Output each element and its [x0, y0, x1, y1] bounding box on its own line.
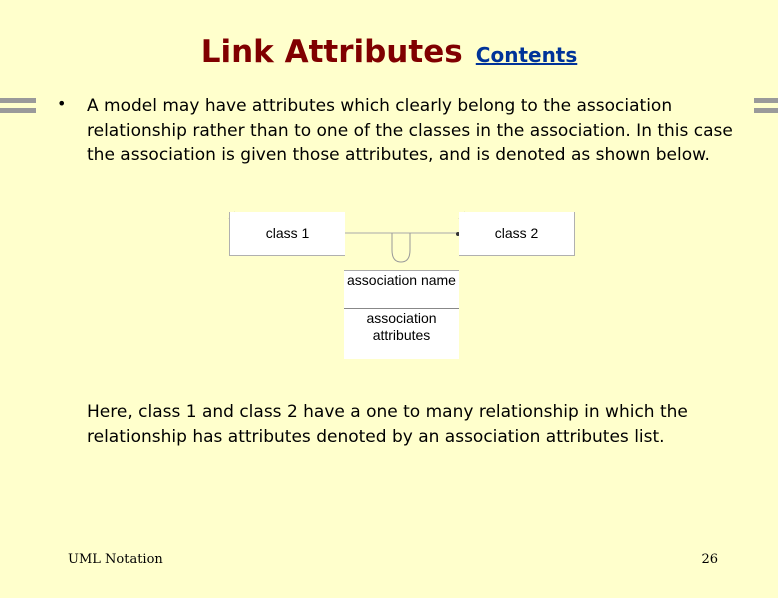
slide-title-row: [0, 34, 778, 70]
class-1-box: class 1: [229, 212, 345, 256]
association-link-curve: [392, 233, 410, 262]
left-nav-handle-icon[interactable]: [0, 98, 36, 118]
page-number: 26: [701, 552, 718, 567]
association-name: association name: [347, 272, 456, 288]
association-attributes: association attributes: [366, 310, 437, 343]
right-nav-handle-icon[interactable]: [754, 98, 778, 118]
footer-left-text: UML Notation: [68, 552, 163, 567]
bullet-icon: •: [57, 94, 67, 113]
body-paragraph-1: A model may have attributes which clearly belong to the association relationship rather than to one of the classes in the association. In this case the association is given those attributes, and is denoted as shown below.: [87, 96, 733, 165]
contents-link[interactable]: Contents: [475, 43, 578, 67]
body-paragraph-2: Here, class 1 and class 2 have a one to many relationship in which the relationship has attributes denoted by an association attributes list.: [87, 402, 688, 447]
association-class-box: [344, 270, 459, 359]
class-2-box: class 2: [459, 212, 575, 256]
slide-title: Link Attributes: [200, 34, 463, 70]
association-diagram: [229, 212, 574, 359]
association-box-divider: [344, 308, 459, 309]
association-box-top-border: [344, 270, 459, 271]
